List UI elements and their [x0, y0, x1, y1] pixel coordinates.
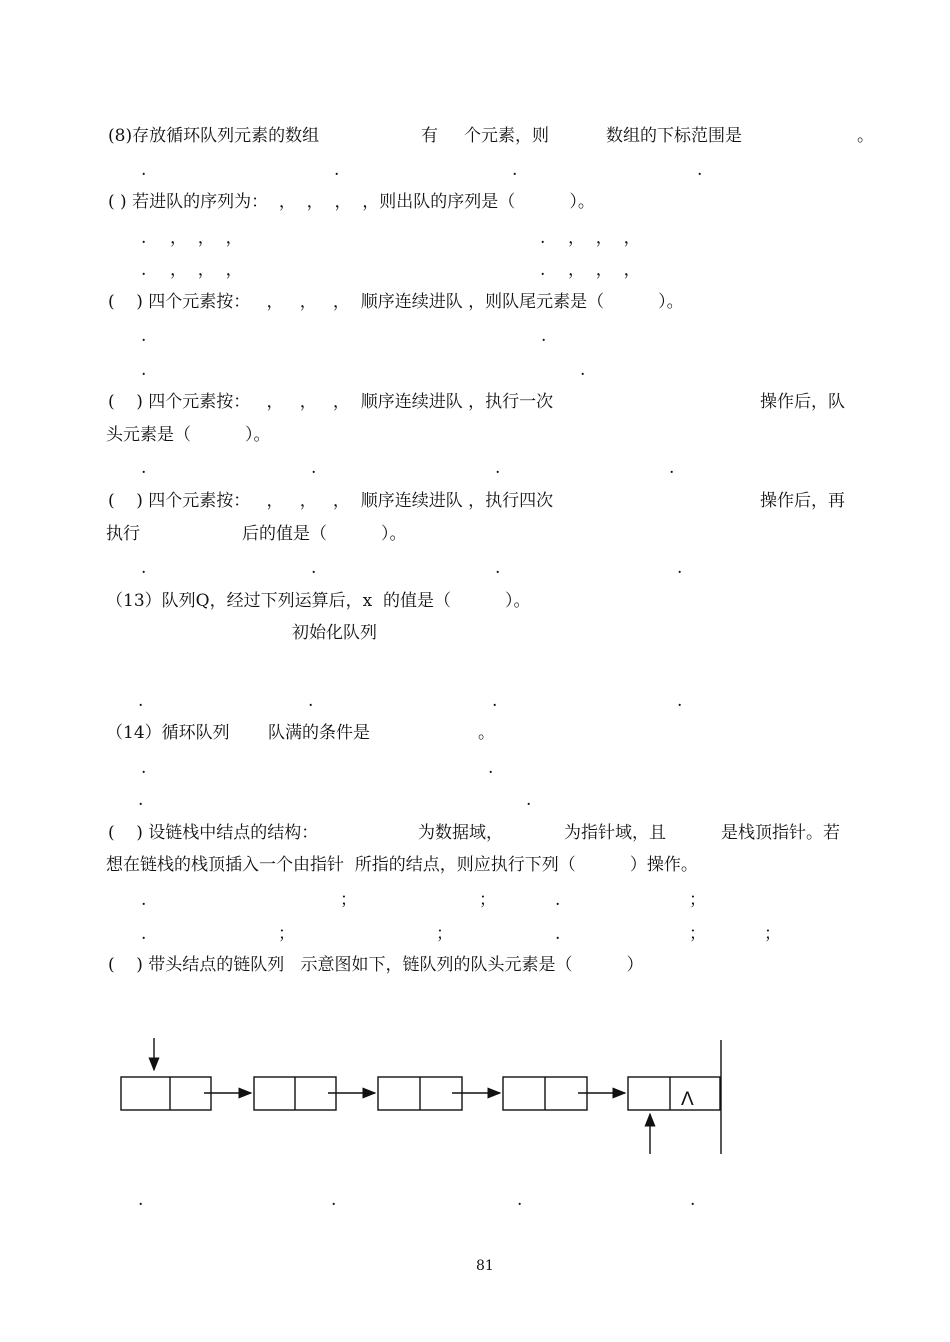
- q15-semicolon: ；: [479, 890, 496, 910]
- linked-queue-diagram: [0, 1030, 950, 1170]
- q14-text-a: （14）循环队列: [106, 723, 230, 743]
- q13-option-a: .: [138, 691, 144, 711]
- q15-text-a: ( ) 设链栈中结点的结构：: [108, 823, 319, 843]
- q15-semicolon: ；: [436, 924, 453, 944]
- q16-option-b: .: [331, 1190, 337, 1210]
- q13-init-queue: 初始化队列: [292, 623, 377, 643]
- q8-text-a: (8)存放循环队列元素的数组: [108, 126, 320, 146]
- q12-text-d: 后的值是（ ）。: [242, 524, 407, 544]
- q11-text-b: 操作后，队: [760, 392, 845, 412]
- q8-text-b: 有: [421, 126, 438, 146]
- null-symbol: Λ: [681, 1089, 694, 1110]
- q9-option-c-dot: .: [141, 260, 147, 280]
- q11-option-c: .: [495, 458, 501, 478]
- q9-option-a-dot: .: [141, 228, 147, 248]
- q15-option-c: .: [141, 924, 147, 944]
- q12-text-b: 操作后，再: [760, 491, 845, 511]
- q15-semicolon: ；: [340, 890, 357, 910]
- q14-option-b: .: [488, 758, 494, 778]
- q12-text-a: ( ) 四个元素按： ， ， ， 顺序连续进队 ，执行四次: [108, 491, 554, 511]
- page-number: 81: [476, 1258, 494, 1274]
- q10-option-a: .: [141, 326, 147, 346]
- q8-option-d: .: [697, 160, 703, 180]
- q14-option-d: .: [526, 790, 532, 810]
- q11-option-d: .: [669, 458, 675, 478]
- q9-text: ( ) 若进队的序列为： ， ， ， ，则出队的序列是（ ）。: [108, 192, 595, 212]
- q15-text-b: 为数据域，: [418, 823, 503, 843]
- q11-option-a: .: [141, 458, 147, 478]
- q12-option-a: .: [141, 558, 147, 578]
- q13-option-c: .: [492, 691, 498, 711]
- q9-option-b: ， ， ，: [568, 228, 641, 248]
- q10-option-b: .: [541, 326, 547, 346]
- q16-option-d: .: [690, 1190, 696, 1210]
- q9-option-d: ， ， ，: [568, 260, 641, 280]
- q9-option-c: ， ， ，: [170, 260, 243, 280]
- q15-text-c: 为指针域，且: [564, 823, 666, 843]
- q12-option-b: .: [311, 558, 317, 578]
- q8-option-a: .: [141, 160, 147, 180]
- q9-option-a: ， ， ，: [170, 228, 243, 248]
- q16-option-c: .: [517, 1190, 523, 1210]
- q10-text: ( ) 四个元素按： ， ， ， 顺序连续进队 ，则队尾元素是（ ）。: [108, 292, 684, 312]
- q15-semicolon: ；: [278, 924, 295, 944]
- q15-option-d: .: [555, 924, 561, 944]
- q12-option-d: .: [677, 558, 683, 578]
- q8-text-d: 数组的下标范围是: [606, 126, 742, 146]
- q14-text-b: 队满的条件是: [268, 723, 370, 743]
- q9-option-b-dot: .: [540, 228, 546, 248]
- q9-option-d-dot: .: [540, 260, 546, 280]
- q14-option-a: .: [141, 758, 147, 778]
- q14-option-c: .: [138, 790, 144, 810]
- q16-option-a: .: [138, 1190, 144, 1210]
- q11-text-a: ( ) 四个元素按： ， ， ， 顺序连续进队 ，执行一次: [108, 392, 554, 412]
- q15-semicolon: ；: [764, 924, 781, 944]
- q13-option-b: .: [308, 691, 314, 711]
- q14-text-c: 。: [478, 723, 495, 743]
- q15-option-a: .: [141, 890, 147, 910]
- q12-text-c: 执行: [106, 524, 140, 544]
- q13-text: （13）队列Q，经过下列运算后，x 的值是（ ）。: [106, 591, 531, 611]
- q8-option-b: .: [334, 160, 340, 180]
- q15-semicolon: ；: [689, 924, 706, 944]
- q11-option-b: .: [311, 458, 317, 478]
- q10-option-c: .: [141, 360, 147, 380]
- list-node-5: [628, 1077, 720, 1110]
- q10-option-d: .: [580, 360, 586, 380]
- q15-text-e: 想在链栈的栈顶插入一个由指针 所指的结点，则应执行下列（ ）操作。: [106, 855, 698, 875]
- list-node-1: [121, 1077, 211, 1110]
- q8-text-e: 。: [857, 126, 874, 146]
- q15-text-d: 是栈顶指针。若: [721, 823, 840, 843]
- q15-option-b: .: [555, 890, 561, 910]
- q16-text: ( ) 带头结点的链队列 示意图如下，链队列的队头元素是（ ）: [108, 955, 644, 975]
- q12-option-c: .: [495, 558, 501, 578]
- q8-option-c: .: [512, 160, 518, 180]
- q15-semicolon: ；: [689, 890, 706, 910]
- q8-text-c: 个元素，则: [464, 126, 549, 146]
- q11-text-c: 头元素是（ ）。: [106, 425, 271, 445]
- q13-option-d: .: [677, 691, 683, 711]
